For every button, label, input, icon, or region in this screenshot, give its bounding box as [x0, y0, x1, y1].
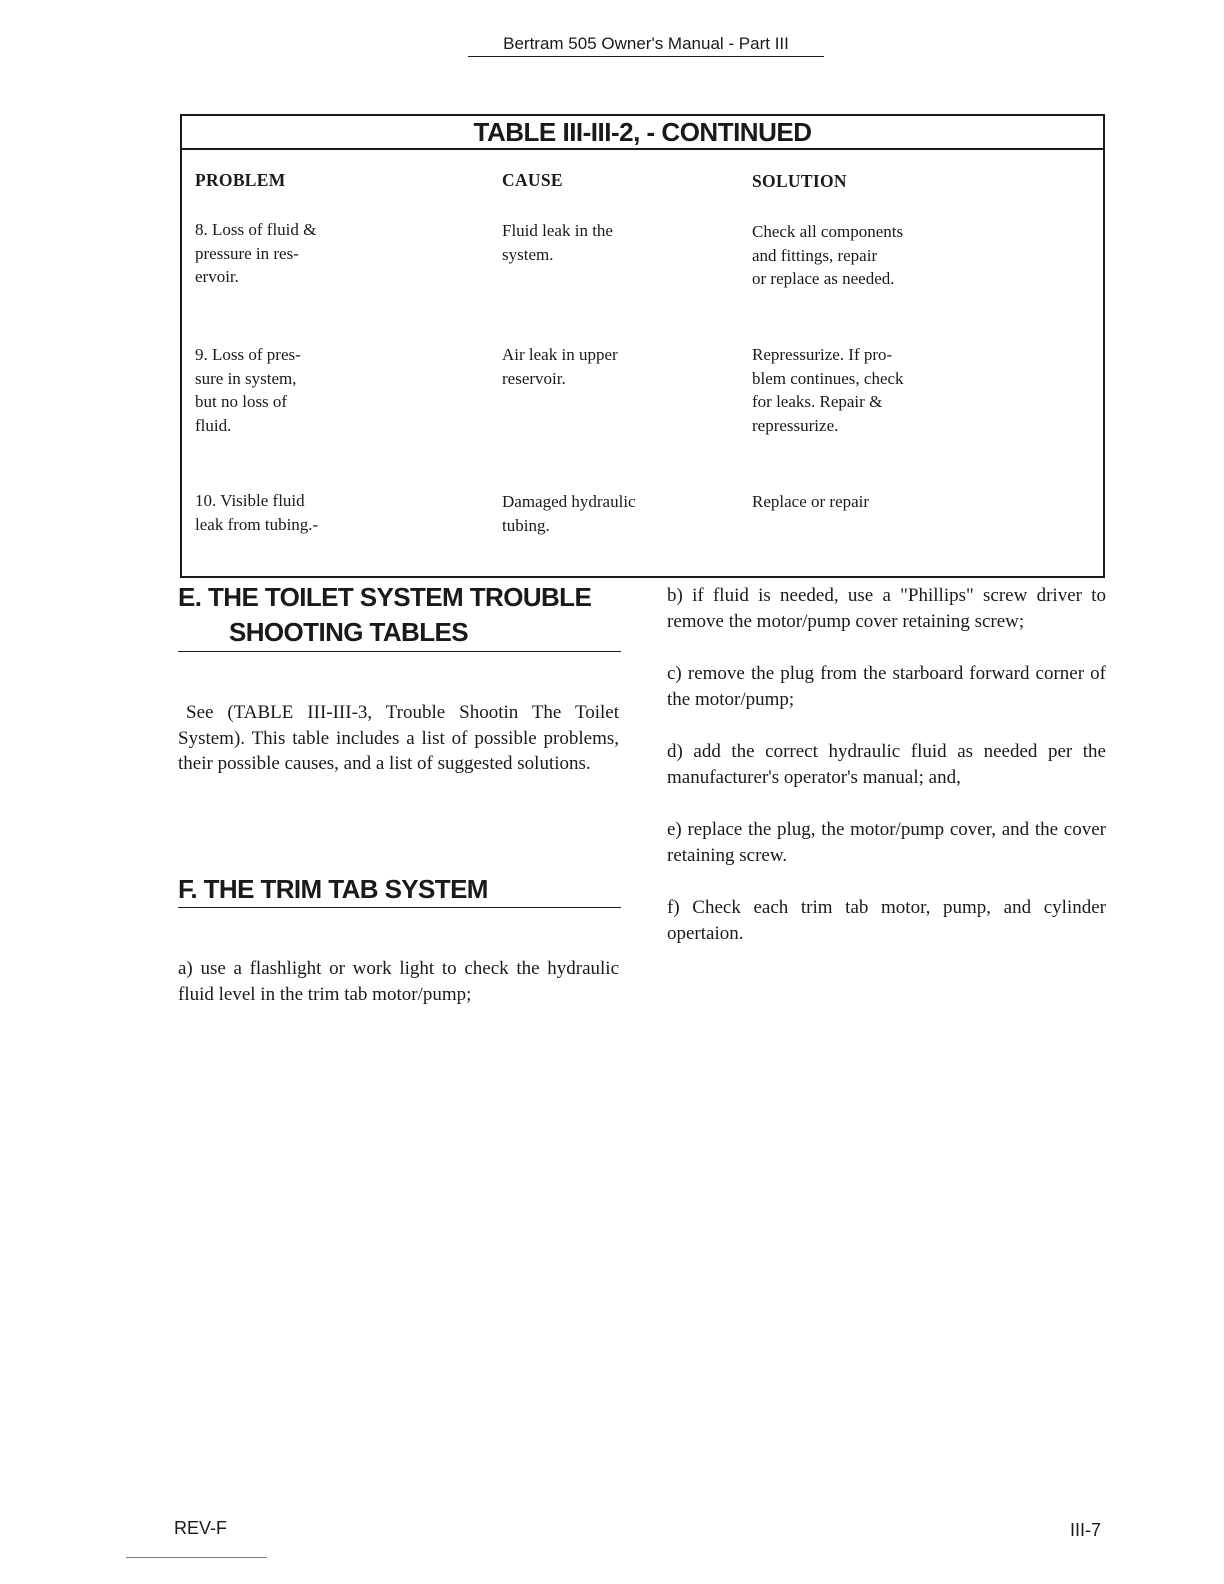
row-8-problem: 8. Loss of fluid & pressure in res- ervoir. [195, 220, 317, 286]
row-10-solution: Replace or repair [752, 492, 870, 511]
row-8-cause: Fluid leak in the system. [502, 221, 613, 264]
row-10-problem: 10. Visible fluid leak from tubing.- [195, 491, 319, 534]
row-8-solution: Check all components and fittings, repair or replace as needed. [752, 222, 904, 288]
scan-edge-rule [126, 1557, 267, 1558]
section-e-paragraph: See (TABLE III-III-3, Trouble Shootin The Toilet System). This table includes a list of possible problems, their possible causes, and a list of suggested solutions. [178, 702, 619, 774]
trim-tab-step-a: a) use a flashlight or work light to check the hydraulic fluid level in the trim tab motor/pump; [178, 958, 619, 1005]
table-title: TABLE III-III-2, - CONTINUED [182, 116, 1103, 150]
section-e-heading-line1: E. THE TOILET SYSTEM TROUBLE [178, 582, 592, 612]
trim-tab-step-f: f) Check each trim tab motor, pump, and cylinder opertaion. [667, 897, 1106, 944]
trim-tab-step-d: d) add the correct hydraulic fluid as needed per the manufacturer's operator's manual; and, [667, 741, 1106, 788]
row-9-cause: Air leak in upper reservoir. [502, 345, 618, 388]
column-header-problem: PROBLEM [195, 170, 286, 190]
section-f-heading: F. THE TRIM TAB SYSTEM [178, 872, 621, 908]
row-9-solution: Repressurize. If pro- blem continues, check for leaks. Repair & repressurize. [752, 345, 904, 435]
column-header-cause: CAUSE [502, 170, 563, 190]
trim-tab-step-c: c) remove the plug from the starboard forward corner of the motor/pump; [667, 663, 1106, 710]
section-e-heading [178, 580, 621, 652]
footer-revision: REV-F [174, 1518, 228, 1538]
trim-tab-step-e: e) replace the plug, the motor/pump cover, and the cover retaining screw. [667, 819, 1106, 866]
running-header: Bertram 505 Owner's Manual - Part III [468, 34, 824, 57]
column-header-solution: SOLUTION [752, 171, 847, 191]
row-9-problem: 9. Loss of pres- sure in system, but no loss of fluid. [195, 345, 301, 435]
row-10-cause: Damaged hydraulic tubing. [502, 492, 636, 535]
troubleshooting-table [180, 114, 1105, 578]
section-e-heading-line2: SHOOTING TABLES [229, 617, 468, 647]
trim-tab-step-b: b) if fluid is needed, use a "Phillips" screw driver to remove the motor/pump cover retaining screw; [667, 585, 1106, 632]
footer-page-number: III-7 [1070, 1520, 1102, 1540]
